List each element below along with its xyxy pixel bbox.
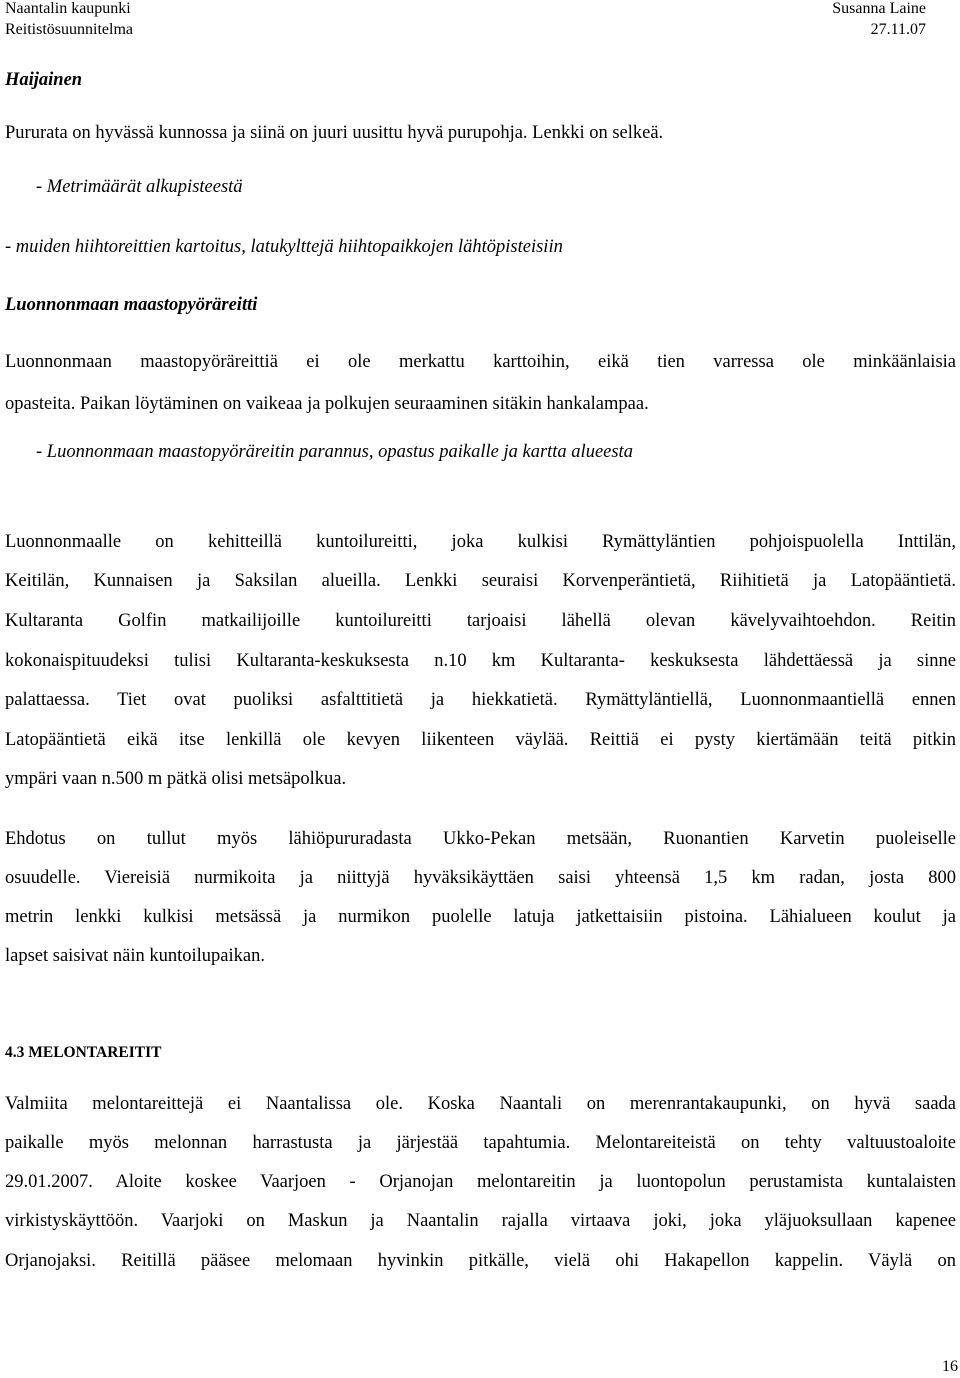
page-number: 16 [942,1358,958,1375]
paragraph-line: lapset saisivat näin kuntoilupaikan. [5,946,265,966]
paragraph-line: metrin lenkki kulkisi metsässä ja nurmikon puolelle latuja jatkettaisiin pistoina. Lähialueen koulut ja [5,907,956,927]
paragraph-haijainen: Pururata on hyvässä kunnossa ja siinä on juuri uusittu hyvä purupohja. Lenkki on selkeä. [5,123,664,143]
section-title-haijainen: Haijainen [5,70,83,90]
paragraph-line: Ehdotus on tullut myös lähiöpururadasta Ukko-Pekan metsään, Ruonantien Karvetin puoleiselle [5,829,956,849]
section-title-luonnonmaa: Luonnonmaan maastopyöräreitti [5,295,258,315]
header-date: 27.11.07 [870,21,926,38]
paragraph-line: kokonaispituudeksi tulisi Kultaranta-keskuksesta n.10 km Kultaranta- keskuksesta lähdettäessä ja sinne [5,651,956,671]
paragraph-line: opasteita. Paikan löytäminen on vaikeaa ja polkujen seuraaminen sitäkin hankalampaa. [5,394,649,414]
paragraph-line: Kultaranta Golfin matkailijoille kuntoilureitti tarjoaisi lähellä olevan kävelyvaihtoehdon. Reitin [5,611,956,631]
paragraph-line: paikalle myös melonnan harrastusta ja järjestää tapahtumia. Melontareiteistä on tehty valtuustoaloite [5,1133,956,1153]
paragraph-line: Valmiita melontareittejä ei Naantalissa ole. Koska Naantali on merenrantakaupunki, on hyvä saada [5,1094,956,1114]
bullet-hiihtoreitit: - muiden hiihtoreittien kartoitus, latukylttejä hiihtopaikkojen lähtöpisteisiin [5,237,563,257]
section-heading-melontareitit: 4.3 MELONTAREITIT [5,1044,162,1061]
paragraph-line: Orjanojaksi. Reitillä pääsee melomaan hyvinkin pitkälle, vielä ohi Hakapellon kappelin. Väylä on [5,1251,956,1271]
paragraph-line: 29.01.2007. Aloite koskee Vaarjoen - Orjanojan melontareitin ja luontopolun perustamista kuntalaisten [5,1172,956,1192]
paragraph-line: Luonnonmaalle on kehitteillä kuntoilureitti, joka kulkisi Rymättyläntien pohjoispuolella Inttilän, [5,532,956,552]
paragraph-line: osuudelle. Viereisiä nurmikoita ja niittyjä hyväksikäyttäen saisi yhteensä 1,5 km radan, josta 800 [5,868,956,888]
bullet-maastopyorareitti: - Luonnonmaan maastopyöräreitin parannus, opastus paikalle ja kartta alueesta [36,442,633,462]
header-city: Naantalin kaupunki [5,0,131,17]
paragraph-line: Latopääntietä eikä itse lenkillä ole kevyen liikenteen väylää. Reittiä ei pysty kiertämään teitä pitkin [5,730,956,750]
paragraph-line: virkistyskäyttöön. Vaarjoki on Maskun ja Naantalin rajalla virtaava joki, joka yläjuoksullaan kapenee [5,1211,956,1231]
paragraph-line: palattaessa. Tiet ovat puoliksi asfalttitietä ja hiekkatietä. Rymättyläntiellä, Luonnonmaantiellä ennen [5,690,956,710]
bullet-metrimaarat: - Metrimäärät alkupisteestä [36,177,243,197]
paragraph-line: Luonnonmaan maastopyöräreittiä ei ole merkattu karttoihin, eikä tien varressa ole minkäänlaisia [5,352,956,372]
paragraph-line: ympäri vaan n.500 m pätkä olisi metsäpolkua. [5,769,347,789]
header-doc-title: Reitistösuunnitelma [5,21,133,38]
header-author: Susanna Laine [832,0,926,17]
paragraph-line: Keitilän, Kunnaisen ja Saksilan alueilla. Lenkki seuraisi Korvenperäntietä, Riihitietä ja Latopääntietä. [5,571,956,591]
